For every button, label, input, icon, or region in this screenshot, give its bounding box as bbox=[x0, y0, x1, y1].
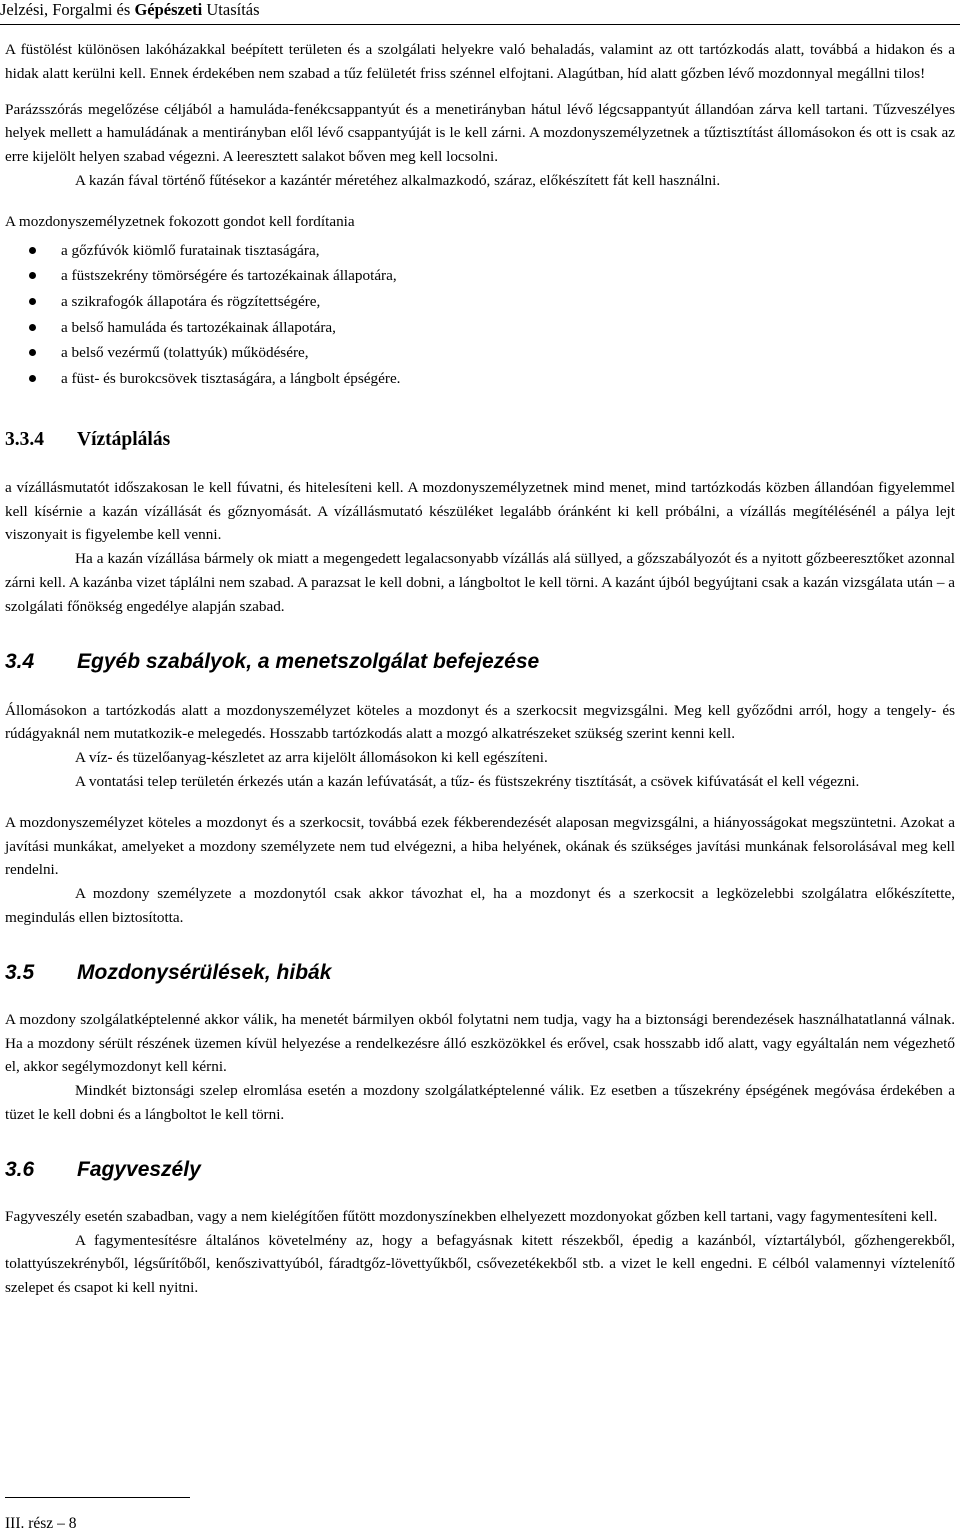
bullet-icon bbox=[29, 247, 36, 254]
list-item-text: a füst- és burokcsövek tisztaságára, a lángbolt épségére. bbox=[61, 370, 401, 388]
list-item-text: a gőzfúvók kiömlő furatainak tisztaságára, bbox=[61, 241, 320, 259]
section-number: 3.3.4 bbox=[5, 428, 44, 450]
section-heading-34 bbox=[5, 649, 955, 675]
section-title: Egyéb szabályok, a menetszolgálat befejezése bbox=[77, 649, 540, 673]
section-title: Mozdonysérülések, hibák bbox=[77, 960, 332, 984]
bullet-icon bbox=[29, 272, 36, 279]
paragraph-smoke: A füstölést különösen lakóházakkal beépített területen és a szolgálati helyekre való behaladás, valamint az ott tartózkodás alatt, továbbá a hidakon és a hidak alatt kerülni kell. Ennek érdekében nem szabad a tűz felületét friss szénnel elfojtani. Alagútban, híd alatt gőzben lévő mozdonnyal megállni tilos! bbox=[5, 41, 955, 82]
footer-rule bbox=[5, 1497, 190, 1498]
paragraph-brake-inspection: A mozdonyszemélyzet köteles a mozdonyt és a szerkocsit, továbbá ezek fékberendezését alaposan megvizsgálni, a hiányosságokat megszüntetni. Azokat a javítási munkákat, amelyeket a mozdony személyzete nem tud elvégezni, a hiba helyének, okának és szükséges javítási munkának felsorolásával meg kell rendelni. bbox=[5, 813, 955, 879]
paragraph-station-inspection: Állomásokon a tartózkodás alatt a mozdonyszemélyzet köteles a mozdonyt és a szerkocsit megvizsgálni. Meg kell győződni arról, hogy a tengely- és rúdágyaknál nem mutatkozik-e melegedés. Hosszabb tartózkodás alatt a mozgó alkatrészeket szükség szerint kenni kell. bbox=[5, 701, 955, 743]
list-item-text: a szikrafogók állapotára és rögzítettségére, bbox=[61, 292, 321, 310]
header-title-part2: Utasítás bbox=[202, 0, 260, 19]
section-number: 3.5 bbox=[5, 960, 35, 984]
section-title: Víztáplálás bbox=[77, 428, 171, 450]
list-item bbox=[5, 340, 955, 366]
paragraph-unserviceable: A mozdony szolgálatképtelenné akkor válik, ha menetét bármilyen okból folytatni nem tudja, vagy ha a biztonsági berendezések használhatatlanná válnak. Ha a mozdony sérült részének üzemen kívül helyezése a rendelkezésre álló eszközökkel és erővel, csak hosszabb idő alatt, vagy egyáltalán nem végezhető el, akkor segélymozdonyt kell kérni. bbox=[5, 1010, 955, 1076]
paragraph-frost-danger: Fagyveszély esetén szabadban, vagy a nem kielégítően fűtött mozdonyszínekben elhelyezett mozdonyokat gőzben kell tartani, vagy fagymentesíteni kell. bbox=[5, 1207, 938, 1225]
bullet-icon bbox=[29, 375, 36, 382]
care-list bbox=[5, 238, 955, 392]
paragraph-depot-arrival: A vontatási telep területén érkezés után a kazán lefúvatását, a tűz- és füstszekrény tisztítását, a csövek kifúvatását el kell végezni. bbox=[75, 772, 860, 790]
list-item-text: a belső hamuláda és tartozékainak állapotára, bbox=[61, 318, 336, 336]
paragraph-wood-firing: A kazán fával történő fűtésekor a kazántér méretéhez alkalmazkodó, száraz, előkészített fát kell használni. bbox=[75, 171, 721, 189]
paragraph-water-gauge: a vízállásmutatót időszakosan le kell fúvatni, és hitelesíteni kell. A mozdonyszemélyzetnek mind menet, mind tartózkodás közben állandóan figyelemmel kell kísérnie a kazán vízállását és gőznyomását. A vízállásmutató készüléket legalább óránként ki kell próbálni, a vízállás megítélésénél a pálya lejt viszonyait is figyelembe kell venni. bbox=[5, 478, 955, 544]
paragraph-leaving-locomotive: A mozdony személyzete a mozdonytól csak akkor távozhat el, ha a mozdonyt és a szerkocsit a legközelebbi szolgálatra előkészítette, megindulás ellen biztosította. bbox=[5, 885, 955, 926]
section-heading-36 bbox=[5, 1157, 955, 1183]
header-title-bold: Gépészeti bbox=[134, 0, 203, 19]
running-header bbox=[0, 0, 960, 20]
paragraph-care-intro: A mozdonyszemélyzetnek fokozott gondot kell fordítania bbox=[5, 212, 355, 230]
paragraph-sparks: Parázsszórás megelőzése céljából a hamuláda-fenékcsappantyút és a menetirányban hátul lévő légcsappantyút állandóan zárva kell tartani. Tűzveszélyes helyek mellett a hamuládának a mentirányban elől lévő csappantyúját is le kell zárni. A mozdonyszemélyzetnek a tűztisztítást állomásokon és ott is csak az erre kijelölt helyen szabad végezni. A leeresztett salakot bőven meg kell locsolni. bbox=[5, 100, 955, 166]
list-item bbox=[5, 315, 955, 341]
paragraph-low-water: Ha a kazán vízállása bármely ok miatt a megengedett legalacsonyabb vízállás alá süllyed, a gőzszabályozót és a nyitott gőzbeeresztőket azonnal zárni kell. A kazánba vizet táplálni nem szabad. A parazsat le kell dobni, a lángboltot le kell törni. A kazánt újból begyújtani csak a kazán vizsgálata után – a szolgálati főnökség engedélye alapján szabad. bbox=[5, 550, 955, 615]
bullet-icon bbox=[29, 349, 36, 356]
list-item-text: a belső vezérmű (tolattyúk) működésére, bbox=[61, 344, 309, 362]
section-heading-35 bbox=[5, 960, 955, 986]
page-content bbox=[5, 38, 955, 1300]
list-item bbox=[5, 289, 955, 315]
section-title: Fagyveszély bbox=[77, 1157, 201, 1181]
bullet-icon bbox=[29, 298, 36, 305]
list-item bbox=[5, 366, 955, 392]
paragraph-safety-valves: Mindkét biztonsági szelep elromlása esetén a mozdony szolgálatképtelenné válik. Ez esetben a tűszekrény épségének megóvása érdekében a tüzet le kell dobni és a lángboltot le kell törni. bbox=[5, 1082, 955, 1123]
paragraph-frost-protection: A fagymentesítésre általános követelmény az, hogy a befagyásnak kitett részekből, épedig a kazánból, víztartályból, gőzhengerekből, tolattyúszekrényből, légsűrítőből, kenőszivattyúból, fáradtgőz-lövettyűkből, csővezetékekből stb. a vizet le kell engedni. E célból valamennyi víztelenítő szelepet és csapot ki kell nyitni. bbox=[5, 1231, 955, 1297]
paragraph-water-fuel: A víz- és tüzelőanyag-készletet az arra kijelölt állomásokon ki kell egészíteni. bbox=[75, 749, 548, 767]
section-heading-334 bbox=[5, 428, 955, 452]
list-item bbox=[5, 263, 955, 289]
bullet-icon bbox=[29, 324, 36, 331]
page-footer: III. rész – 8 bbox=[5, 1515, 77, 1532]
header-title-part1: Jelzési, Forgalmi és bbox=[0, 0, 135, 19]
list-item bbox=[5, 238, 955, 264]
section-number: 3.6 bbox=[5, 1157, 35, 1181]
section-number: 3.4 bbox=[5, 649, 35, 673]
list-item-text: a füstszekrény tömörségére és tartozékainak állapotára, bbox=[61, 267, 397, 285]
header-rule bbox=[0, 24, 960, 25]
